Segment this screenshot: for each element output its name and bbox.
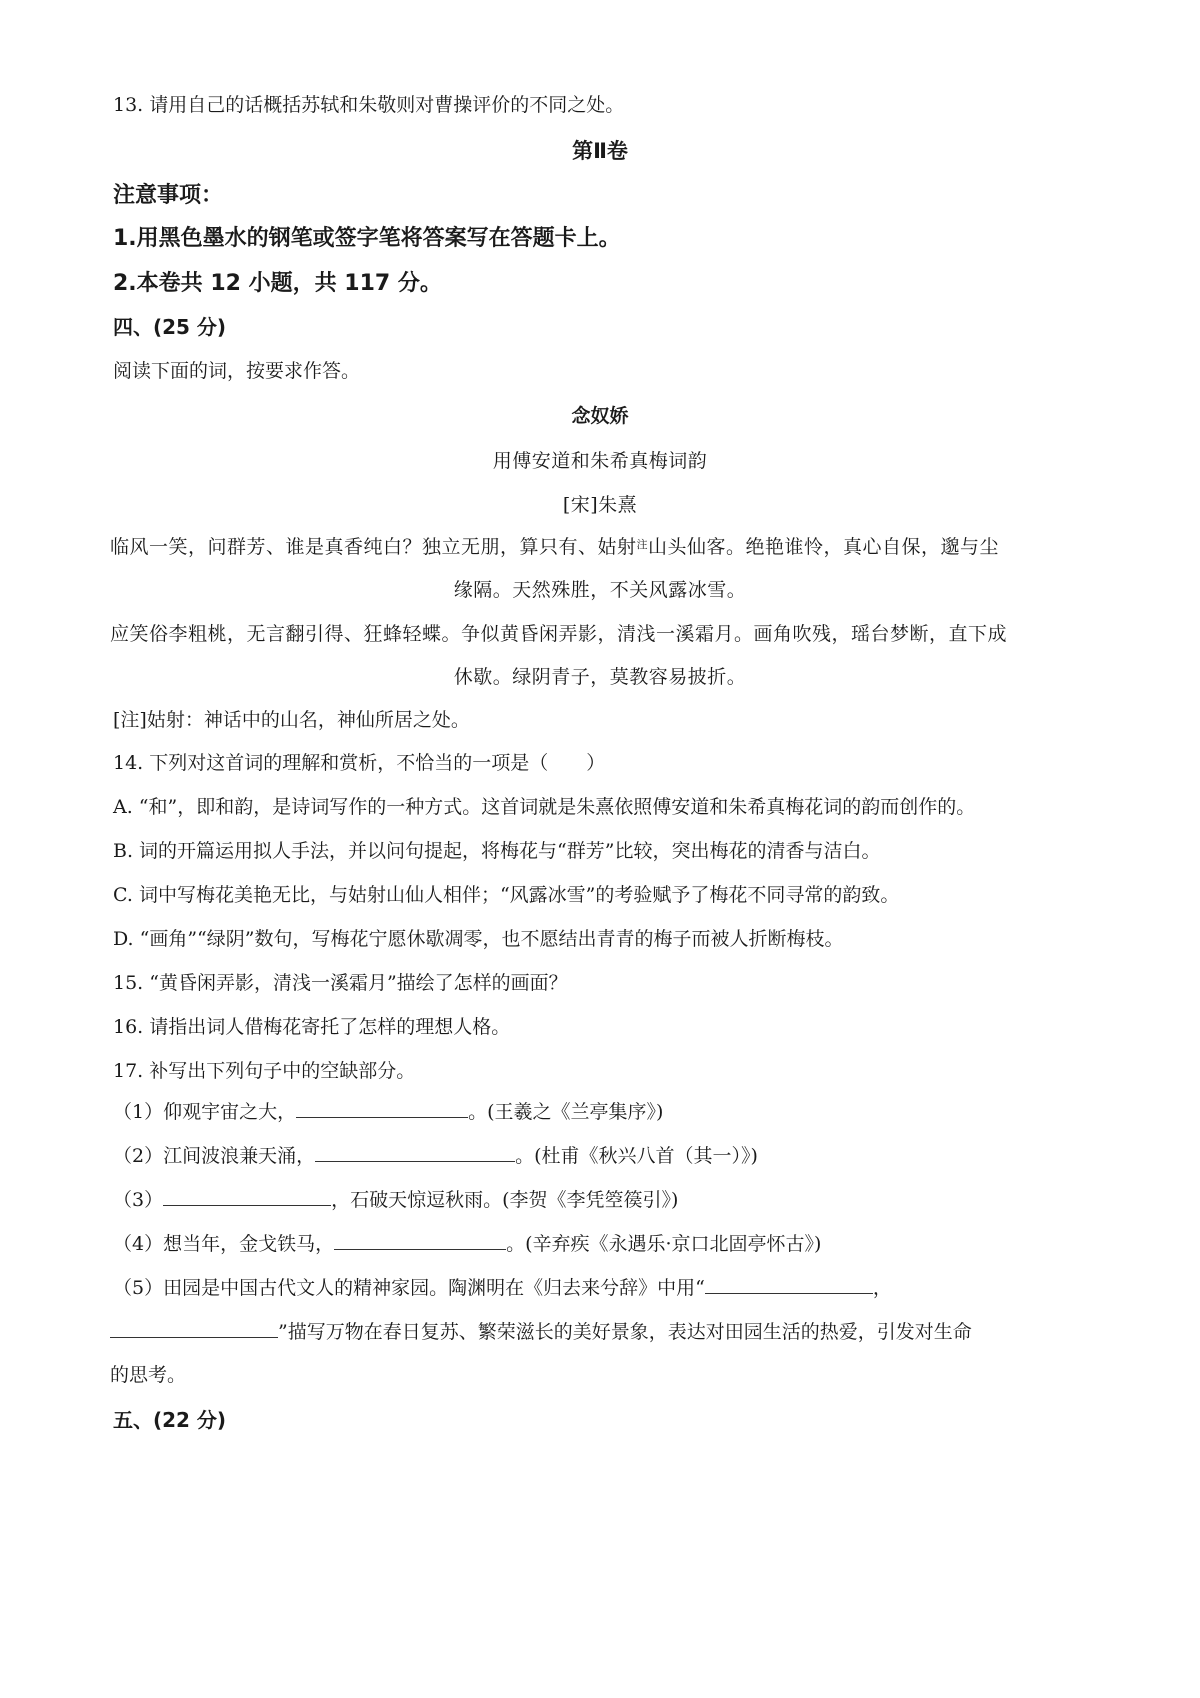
poem-line-1-part-b: 山头仙客。绝艳谁怜，真心自保，邈与尘 bbox=[648, 536, 1000, 558]
question-17-item-2 bbox=[113, 1143, 1087, 1169]
question-15: 15. “黄昏闲弄影，清浅一溪霜月”描绘了怎样的画面？ bbox=[113, 972, 568, 994]
q17-2-text: （2）江间波浪兼天涌， bbox=[113, 1145, 316, 1167]
poem-title: 念奴娇 bbox=[571, 405, 629, 427]
q17-4-blank[interactable] bbox=[334, 1231, 506, 1250]
poem-line-2: 缘隔。天然殊胜，不关风露冰雪。 bbox=[453, 579, 747, 601]
q17-5-text: （5）田园是中国古代文人的精神家园。陶渊明在《归去来兮辞》中用“ bbox=[113, 1277, 705, 1299]
q17-5-continuation: ”描写万物在春日复苏、繁荣滋长的美好景象，表达对田园生活的热爱，引发对生命 bbox=[278, 1321, 972, 1343]
part-4-instruction: 阅读下面的词，按要求作答。 bbox=[113, 360, 361, 382]
question-14-option-a: A. “和”，即和韵，是诗词写作的一种方式。这首词就是朱熹依照傅安道和朱希真梅花词的韵而创作的。 bbox=[113, 796, 976, 818]
question-13: 13. 请用自己的话概括苏轼和朱敬则对曹操评价的不同之处。 bbox=[113, 94, 625, 116]
poem-line-1 bbox=[110, 534, 1090, 560]
q17-5-comma: ， bbox=[872, 1277, 892, 1299]
q17-5-blank-1[interactable] bbox=[705, 1275, 873, 1294]
q17-3-blank[interactable] bbox=[163, 1187, 331, 1206]
question-17-item-1 bbox=[113, 1099, 1087, 1125]
notice-item-1: 1.用黑色墨水的钢笔或签字笔将答案写在答题卡上。 bbox=[113, 226, 621, 251]
question-16: 16. 请指出词人借梅花寄托了怎样的理想人格。 bbox=[113, 1016, 511, 1038]
question-14-option-c: C. 词中写梅花美艳无比，与姑射山仙人相伴；“风露冰雪”的考验赋予了梅花不同寻常的韵致。 bbox=[113, 884, 900, 906]
q17-1-text: （1）仰观宇宙之大， bbox=[113, 1101, 297, 1123]
section-title: 第Ⅱ卷 bbox=[572, 139, 628, 163]
poem-line-4: 休歇。绿阴青子，莫教容易披折。 bbox=[453, 666, 747, 688]
question-14-stem: 14. 下列对这首词的理解和赏析，不恰当的一项是（ ） bbox=[113, 752, 606, 774]
part-4-heading: 四、(25 分) bbox=[113, 315, 227, 339]
question-17-item-3 bbox=[113, 1187, 1087, 1213]
notice-item-2: 2.本卷共 12 小题，共 117 分。 bbox=[113, 271, 442, 296]
question-17-stem: 17. 补写出下列句子中的空缺部分。 bbox=[113, 1060, 416, 1082]
question-17-item-5-line-2 bbox=[110, 1319, 1087, 1345]
question-14-option-b: B. 词的开篇运用拟人手法，并以问句提起，将梅花与“群芳”比较，突出梅花的清香与洁白。 bbox=[113, 840, 881, 862]
q17-5-blank-2[interactable] bbox=[110, 1319, 278, 1338]
q17-3-source: ，石破天惊逗秋雨。(李贺《李凭箜篌引》) bbox=[331, 1189, 679, 1211]
poem-subtitle: 用傅安道和朱希真梅词韵 bbox=[492, 450, 708, 472]
part-5-heading: 五、(22 分) bbox=[113, 1408, 227, 1432]
q17-1-source: 。(王羲之《兰亭集序》) bbox=[468, 1101, 664, 1123]
poem-line-3: 应笑俗李粗桃，无言翻引得、狂蜂轻蝶。争似黄昏闲弄影，清浅一溪霜月。画角吹残，瑶台梦断，直下成 bbox=[110, 623, 1008, 645]
q17-2-source: 。(杜甫《秋兴八首（其一）》) bbox=[515, 1145, 758, 1167]
poem-line-1-part-a: 临风一笑，问群芳、谁是真香纯白？独立无朋，算只有、姑射 bbox=[110, 536, 637, 558]
q17-4-source: 。(辛弃疾《永遇乐·京口北固亭怀古》) bbox=[506, 1233, 822, 1255]
poem-note-mark: 注 bbox=[636, 538, 649, 551]
q17-4-text: （4）想当年，金戈铁马， bbox=[113, 1233, 335, 1255]
poem-note: [注]姑射：神话中的山名，神仙所居之处。 bbox=[113, 709, 470, 731]
notice-heading: 注意事项： bbox=[113, 183, 224, 208]
question-17-item-4 bbox=[113, 1231, 1087, 1257]
q17-1-blank[interactable] bbox=[296, 1099, 468, 1118]
question-17-item-5-line-1 bbox=[113, 1275, 1087, 1301]
question-17-item-5-line-3: 的思考。 bbox=[110, 1364, 187, 1386]
q17-2-blank[interactable] bbox=[315, 1143, 515, 1162]
q17-3-text: （3） bbox=[113, 1189, 164, 1211]
poem-author: [宋]朱熹 bbox=[562, 494, 638, 516]
question-14-option-d: D. “画角”“绿阴”数句，写梅花宁愿休歇凋零，也不愿结出青青的梅子而被人折断梅枝。 bbox=[113, 928, 844, 950]
